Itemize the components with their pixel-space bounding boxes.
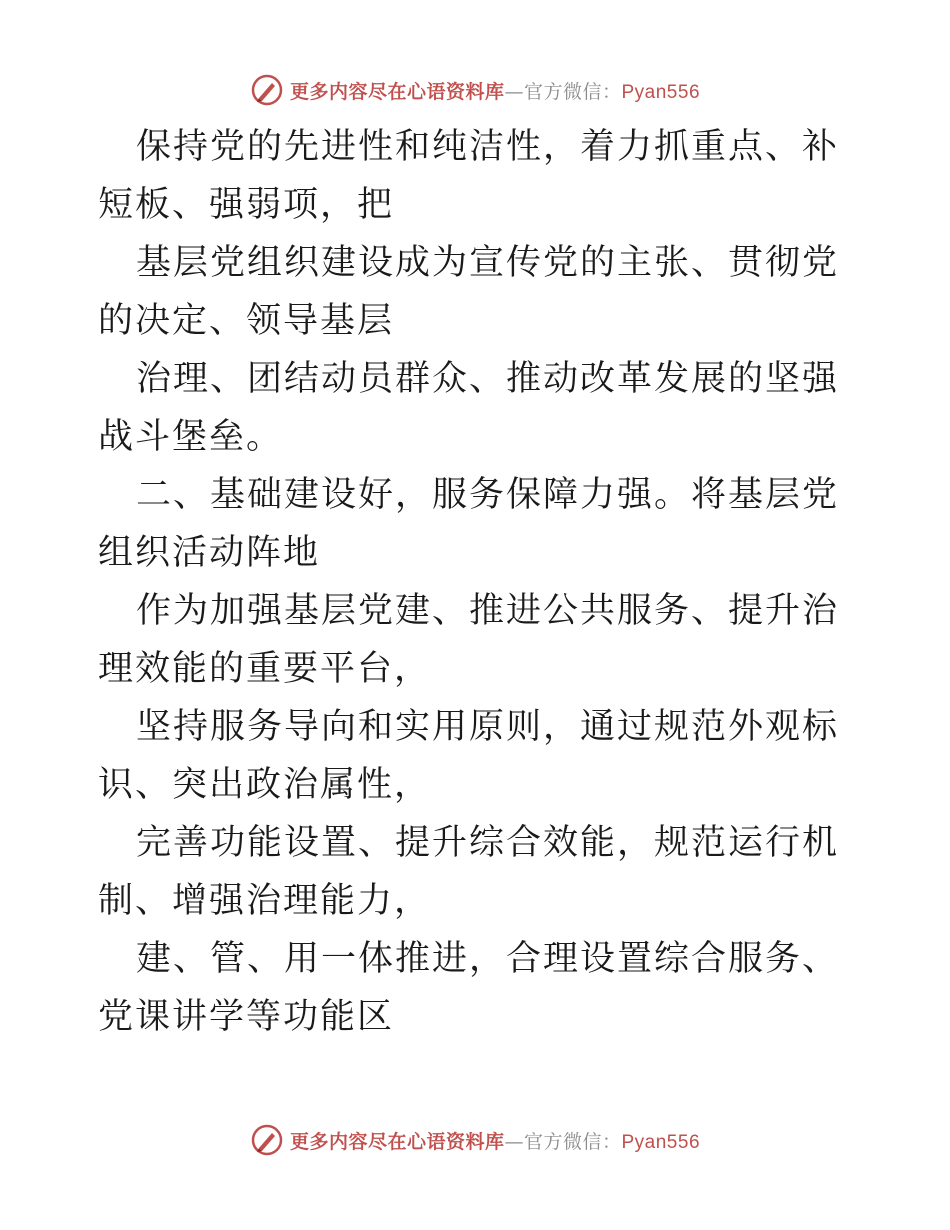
paragraph: 二、基础建设好，服务保障力强。将基层党组织活动阵地 (98, 475, 840, 573)
pen-logo-icon (250, 73, 284, 107)
watermark-text (290, 77, 700, 104)
watermark-id: Pyan556 (621, 1131, 701, 1153)
watermark-sub: 官方微信： (523, 1130, 622, 1153)
pen-logo-icon (250, 1123, 284, 1157)
paragraph: 保持党的先进性和纯洁性，着力抓重点、补短板、强弱项，把 (98, 127, 840, 225)
header-watermark (0, 70, 950, 110)
watermark-separator: — (504, 1130, 524, 1153)
paragraph: 完善功能设置、提升综合效能，规范运行机制、增强治理能力， (98, 823, 840, 921)
footer-watermark (0, 1120, 950, 1160)
watermark-sub: 官方微信： (523, 80, 622, 103)
paragraph: 作为加强基层党建、推进公共服务、提升治理效能的重要平台， (98, 591, 840, 689)
paragraph: 坚持服务导向和实用原则，通过规范外观标识、突出政治属性， (98, 707, 840, 805)
watermark-text (290, 1127, 700, 1154)
document-body (98, 118, 858, 1046)
watermark-separator: — (504, 80, 524, 103)
paragraph: 建、管、用一体推进，合理设置综合服务、党课讲学等功能区 (98, 939, 840, 1037)
watermark-id: Pyan556 (621, 81, 701, 103)
watermark-brand: 更多内容尽在心语资料库 (289, 80, 505, 103)
paragraph: 基层党组织建设成为宣传党的主张、贯彻党的决定、领导基层 (98, 243, 840, 341)
paragraph: 治理、团结动员群众、推动改革发展的坚强战斗堡垒。 (98, 359, 840, 457)
watermark-brand: 更多内容尽在心语资料库 (289, 1130, 505, 1153)
